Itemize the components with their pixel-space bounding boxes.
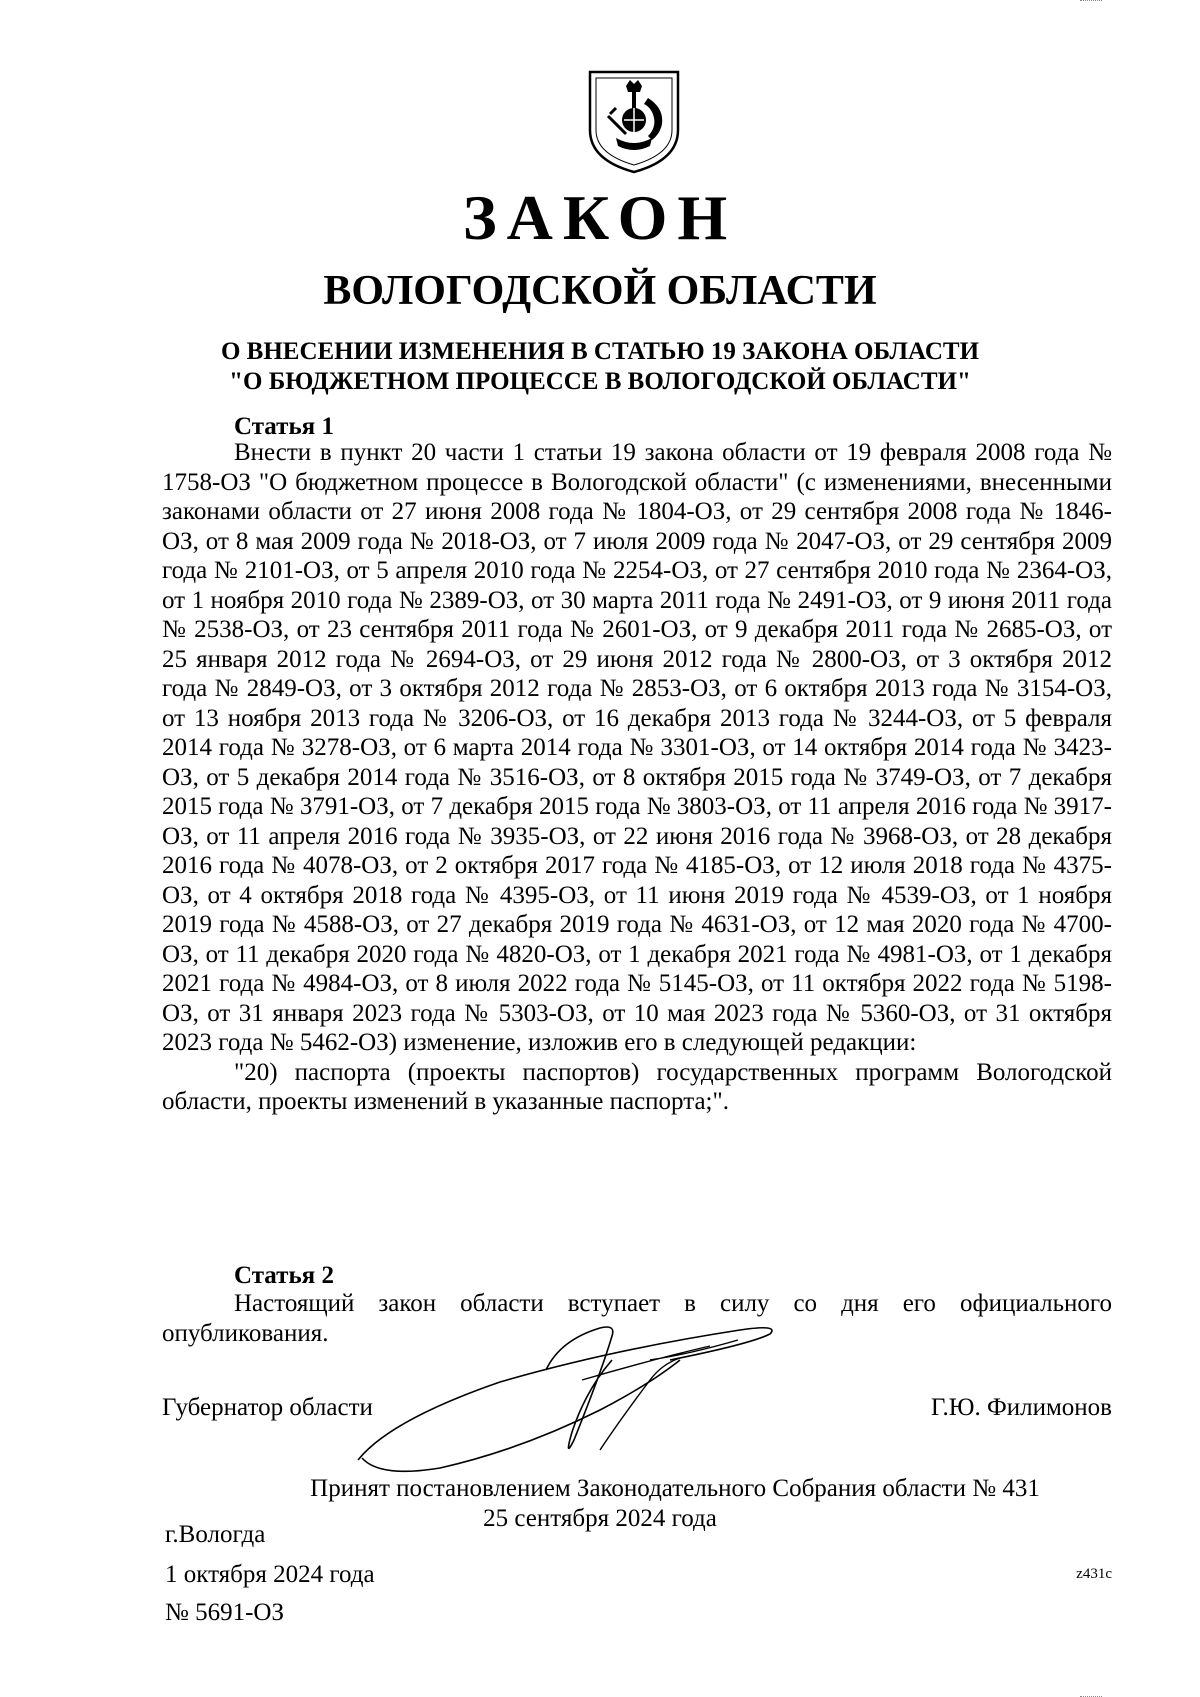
place-city: г.Вологда	[165, 1521, 266, 1548]
scan-edge-mark-bottom	[1080, 1692, 1102, 1697]
article-1-title: Статья 1	[234, 413, 334, 440]
region-title: ВОЛОГОДСКОЙ ОБЛАСТИ	[323, 268, 877, 314]
law-number: № 5691-ОЗ	[165, 1599, 285, 1626]
law-subject-heading	[0, 337, 1200, 397]
document-code: z431c	[1076, 1566, 1112, 1582]
governor-name: Г.Ю. Филимонов	[930, 1394, 1112, 1421]
article-2-title: Статья 2	[234, 1262, 334, 1289]
article-1-quote: "20) паспорта (проекты паспортов) государственных программ Вологодской области, проекты изменений в указанные паспорта;".	[162, 1058, 1112, 1115]
vologda-coat-of-arms-icon	[586, 68, 682, 176]
law-title: ЗАКОН	[462, 182, 738, 253]
adoption-line-1: Принят постановлением Законодательного Собрания области № 431	[310, 1475, 1040, 1502]
law-subject-line-1: О ВНЕСЕНИИ ИЗМЕНЕНИЯ В СТАТЬЮ 19 ЗАКОНА ОБЛАСТИ	[220, 338, 980, 365]
scan-edge-mark-top	[1080, 0, 1102, 5]
governor-label: Губернатор области	[162, 1394, 373, 1421]
article-2-body: Настоящий закон области вступает в силу со дня его официального опубликования.	[162, 1290, 1112, 1347]
signing-date: 1 октября 2024 года	[165, 1561, 375, 1588]
article-1-body	[162, 438, 1112, 1117]
article-1-text: Внести в пункт 20 части 1 статьи 19 закона области от 19 февраля 2008 года № 1758-ОЗ "О бюджетном процессе в Вологодской области" (с изменениями, внесенными законами области от 27 июня 2008 года № 1804-ОЗ, от 29 сентября 2008 года № 1846-ОЗ, от 8 мая 2009 года № 2018-ОЗ, от 7 июля 2009 года № 2047-ОЗ, от 29 сентября 2009 года № 2101-ОЗ, от 5 апреля 2010 года № 2254-ОЗ, от 27 сентября 2010 года № 2364-ОЗ, от 1 ноября 2010 года № 2389-ОЗ, от 30 марта 2011 года № 2491-ОЗ, от 9 июня 2011 года № 2538-ОЗ, от 23 сентября 2011 года № 2601-ОЗ, от 9 декабря 2011 года № 2685-ОЗ, от 25 января 2012 года № 2694-ОЗ, от 29 июня 2012 года № 2800-ОЗ, от 3 октября 2012 года № 2849-ОЗ, от 3 октября 2012 года № 2853-ОЗ, от 6 октября 2013 года № 3154-ОЗ, от 13 ноября 2013 года № 3206-ОЗ, от 16 декабря 2013 года № 3244-ОЗ, от 5 февраля 2014 года № 3278-ОЗ, от 6 марта 2014 года № 3301-ОЗ, от 14 октября 2014 года № 3423-ОЗ, от 5 декабря 2014 года № 3516-ОЗ, от 8 октября 2015 года № 3749-ОЗ, от 7 декабря 2015 года № 3791-ОЗ, от 7 декабря 2015 года № 3803-ОЗ, от 11 апреля 2016 года № 3917-ОЗ, от 11 апреля 2016 года № 3935-ОЗ, от 22 июня 2016 года № 3968-ОЗ, от 28 декабря 2016 года № 4078-ОЗ, от 2 октября 2017 года № 4185-ОЗ, от 12 июля 2018 года № 4375-ОЗ, от 4 октября 2018 года № 4395-ОЗ, от 11 июня 2019 года № 4539-ОЗ, от 1 ноября 2019 года № 4588-ОЗ, от 27 декабря 2019 года № 4631-ОЗ, от 12 мая 2020 года № 4700-ОЗ, от 11 декабря 2020 года № 4820-ОЗ, от 1 декабря 2021 года № 4981-ОЗ, от 1 декабря 2021 года № 4984-ОЗ, от 8 июля 2022 года № 5145-ОЗ, от 11 октября 2022 года № 5198-ОЗ, от 31 января 2023 года № 5303-ОЗ, от 10 мая 2023 года № 5360-ОЗ, от 31 октября 2023 года № 5462-ОЗ) изменение, изложив его в следующей редакции:	[162, 439, 1112, 1056]
law-subject-line-2: "О БЮДЖЕТНОМ ПРОЦЕССЕ В ВОЛОГОДСКОЙ ОБЛАСТИ"	[229, 368, 971, 395]
adoption-line-2: 25 сентября 2024 года	[483, 1505, 717, 1532]
